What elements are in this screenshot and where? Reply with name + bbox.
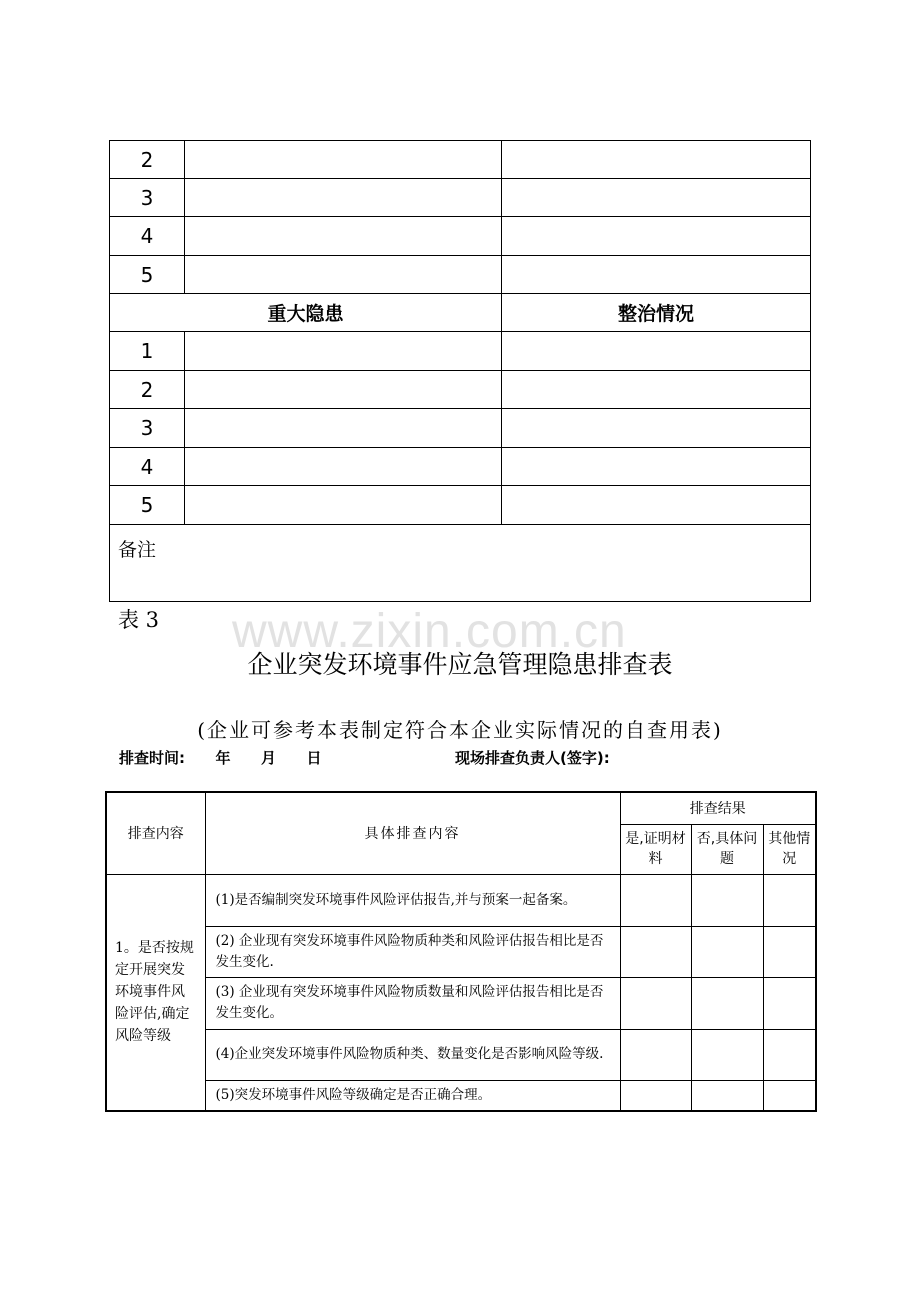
table-row — [106, 874, 816, 926]
rectification-cell[interactable] — [502, 141, 811, 179]
rectification-cell[interactable] — [502, 217, 811, 256]
table-header-row — [106, 792, 816, 824]
responsible-person-label[interactable]: 现场排查负责人(签字): — [455, 749, 610, 767]
hazard-cell[interactable] — [185, 332, 502, 371]
category-cell: 1。是否按规定开展突发环境事件风险评估,确定风险等级 — [106, 874, 205, 1111]
result-yes-cell[interactable] — [620, 1029, 691, 1080]
hazard-cell[interactable] — [185, 486, 502, 525]
check-time-label: 排查时间: — [119, 749, 185, 767]
result-no-cell[interactable] — [691, 977, 763, 1029]
row-number: 4 — [110, 217, 185, 256]
rectification-header: 整治情况 — [502, 294, 811, 332]
row-number: 3 — [110, 179, 185, 217]
check-item: (2) 企业现有突发环境事件风险物质种类和风险评估报告相比是否发生变化. — [205, 926, 620, 977]
result-yes-cell[interactable] — [620, 977, 691, 1029]
row-number: 1 — [110, 332, 185, 371]
remark-label: 备注 — [118, 539, 157, 561]
rectification-cell[interactable] — [502, 332, 811, 371]
check-time-day[interactable]: 日 — [306, 749, 322, 767]
rectification-cell[interactable] — [502, 371, 811, 409]
table-row — [110, 448, 811, 486]
check-item: (3) 企业现有突发环境事件风险物质数量和风险评估报告相比是否发生变化。 — [205, 977, 620, 1029]
col-result-header: 排查结果 — [620, 792, 816, 824]
result-yes-cell[interactable] — [620, 874, 691, 926]
col-detail-header: 具体排查内容 — [205, 792, 620, 874]
page-title: 企业突发环境事件应急管理隐患排查表 — [247, 650, 673, 679]
check-item: (4)企业突发环境事件风险物质种类、数量变化是否影响风险等级. — [205, 1029, 620, 1080]
table-row — [110, 256, 811, 294]
row-number: 2 — [110, 371, 185, 409]
table-row — [106, 926, 816, 977]
result-no-cell[interactable] — [691, 1029, 763, 1080]
rectification-cell[interactable] — [502, 179, 811, 217]
row-number: 4 — [110, 448, 185, 486]
row-number: 2 — [110, 141, 185, 179]
hazard-cell[interactable] — [185, 448, 502, 486]
major-hazard-header: 重大隐患 — [110, 294, 502, 332]
table-row — [110, 332, 811, 371]
result-yes-cell[interactable] — [620, 926, 691, 977]
result-other-cell[interactable] — [763, 926, 816, 977]
result-no-cell[interactable] — [691, 926, 763, 977]
hazard-cell[interactable] — [185, 371, 502, 409]
result-other-cell[interactable] — [763, 977, 816, 1029]
remark-row — [110, 525, 811, 602]
row-number: 5 — [110, 256, 185, 294]
hazard-cell[interactable] — [185, 217, 502, 256]
remark-cell[interactable] — [110, 525, 811, 602]
rectification-cell[interactable] — [502, 409, 811, 448]
row-number: 5 — [110, 486, 185, 525]
result-no-header: 否,具体问题 — [691, 824, 763, 874]
rectification-cell[interactable] — [502, 486, 811, 525]
hazard-cell[interactable] — [185, 409, 502, 448]
table-row — [106, 977, 816, 1029]
hazard-cell[interactable] — [185, 179, 502, 217]
table-row — [110, 217, 811, 256]
page-subtitle: (企业可参考本表制定符合本企业实际情况的自查用表) — [197, 718, 723, 742]
hazard-list-table — [109, 140, 811, 602]
table-row — [110, 179, 811, 217]
watermark: www.zixin.com.cn — [232, 605, 627, 658]
result-no-cell[interactable] — [691, 874, 763, 926]
table-row — [106, 1080, 816, 1111]
table-row — [110, 141, 811, 179]
result-other-cell[interactable] — [763, 874, 816, 926]
check-time — [119, 747, 321, 768]
inspection-table — [105, 791, 817, 1112]
table-label: 表 3 — [118, 608, 160, 632]
result-other-header: 其他情况 — [763, 824, 816, 874]
row-number: 3 — [110, 409, 185, 448]
result-other-cell[interactable] — [763, 1029, 816, 1080]
result-yes-header: 是,证明材料 — [620, 824, 691, 874]
check-item: (5)突发环境事件风险等级确定是否正确合理。 — [205, 1080, 620, 1111]
rectification-cell[interactable] — [502, 448, 811, 486]
check-time-year[interactable]: 年 — [215, 749, 231, 767]
hazard-cell[interactable] — [185, 256, 502, 294]
table-row — [110, 409, 811, 448]
result-yes-cell[interactable] — [620, 1080, 691, 1111]
check-item: (1)是否编制突发环境事件风险评估报告,并与预案一起备案。 — [205, 874, 620, 926]
table-row — [110, 486, 811, 525]
table-row — [106, 1029, 816, 1080]
table-row — [110, 371, 811, 409]
hazard-cell[interactable] — [185, 141, 502, 179]
result-no-cell[interactable] — [691, 1080, 763, 1111]
table-header-row — [110, 294, 811, 332]
check-time-month[interactable]: 月 — [260, 749, 276, 767]
col-content-header: 排查内容 — [106, 792, 205, 874]
result-other-cell[interactable] — [763, 1080, 816, 1111]
rectification-cell[interactable] — [502, 256, 811, 294]
